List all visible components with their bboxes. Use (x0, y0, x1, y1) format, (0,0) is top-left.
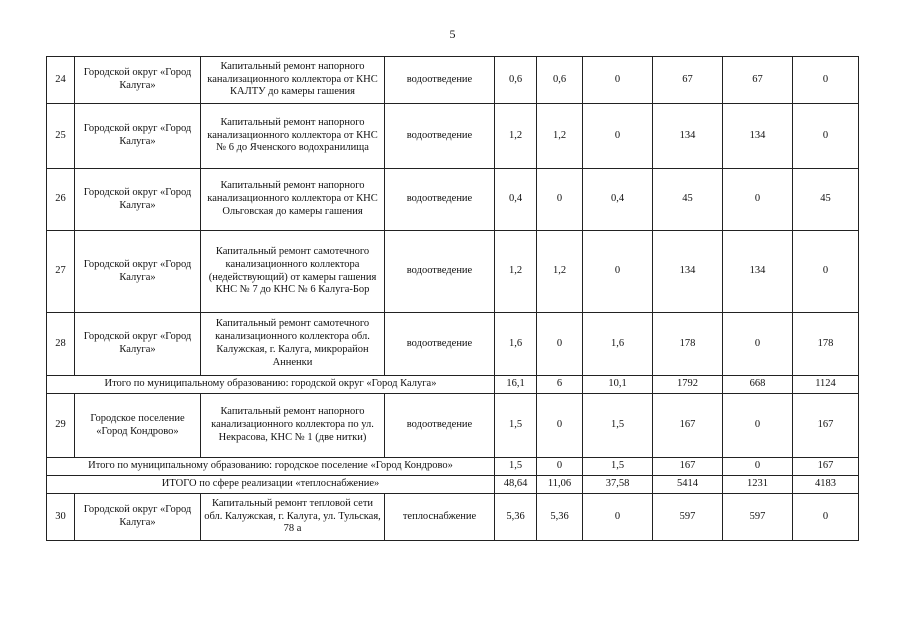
value-cell: 1,5 (583, 458, 653, 476)
value-cell: 167 (793, 458, 859, 476)
value-cell: 5,36 (495, 494, 537, 541)
value-cell: 1,6 (495, 313, 537, 376)
value-cell: 0 (723, 313, 793, 376)
value-cell: 0 (537, 313, 583, 376)
value-cell: 167 (793, 394, 859, 458)
value-cell: 1,6 (583, 313, 653, 376)
value-cell: 134 (653, 231, 723, 313)
value-cell: 1,2 (495, 104, 537, 169)
table-row (47, 494, 859, 541)
value-cell: 134 (723, 104, 793, 169)
value-cell: 1,5 (583, 394, 653, 458)
value-cell: 0 (583, 494, 653, 541)
investment-table (46, 56, 859, 541)
value-cell: 0 (793, 57, 859, 104)
value-cell: 668 (723, 376, 793, 394)
value-cell: 0 (723, 394, 793, 458)
sphere-cell: водоотведение (385, 57, 495, 104)
value-cell: 0 (583, 104, 653, 169)
row-number: 26 (47, 169, 75, 231)
value-cell: 178 (653, 313, 723, 376)
municipality-cell: Городской округ «Город Калуга» (75, 57, 201, 104)
value-cell: 1,2 (537, 104, 583, 169)
value-cell: 67 (653, 57, 723, 104)
sphere-cell: теплоснабжение (385, 494, 495, 541)
value-cell: 16,1 (495, 376, 537, 394)
value-cell: 11,06 (537, 476, 583, 494)
value-cell: 48,64 (495, 476, 537, 494)
row-number: 29 (47, 394, 75, 458)
value-cell: 0,6 (537, 57, 583, 104)
value-cell: 1,2 (537, 231, 583, 313)
value-cell: 37,58 (583, 476, 653, 494)
table-row (47, 313, 859, 376)
municipality-cell: Городской округ «Город Калуга» (75, 169, 201, 231)
row-number: 28 (47, 313, 75, 376)
project-cell: Капитальный ремонт самотечного канализационного коллектора обл. Калужская, г. Калуга, микрорайон Анненки (201, 313, 385, 376)
table-row (47, 169, 859, 231)
page-number: 5 (449, 27, 456, 41)
value-cell: 5,36 (537, 494, 583, 541)
subtotal-label: Итого по муниципальному образованию: городское поселение «Город Кондрово» (47, 458, 495, 476)
value-cell: 6 (537, 376, 583, 394)
value-cell: 5414 (653, 476, 723, 494)
project-cell: Капитальный ремонт тепловой сети обл. Калужская, г. Калуга, ул. Тульская, 78 а (201, 494, 385, 541)
value-cell: 1792 (653, 376, 723, 394)
table-row (47, 104, 859, 169)
row-number: 30 (47, 494, 75, 541)
value-cell: 1,5 (495, 458, 537, 476)
value-cell: 67 (723, 57, 793, 104)
subtotal-label: Итого по муниципальному образованию: городской округ «Город Калуга» (47, 376, 495, 394)
row-number: 25 (47, 104, 75, 169)
value-cell: 0,6 (495, 57, 537, 104)
value-cell: 134 (653, 104, 723, 169)
value-cell: 0 (537, 169, 583, 231)
subtotal-row (47, 376, 859, 394)
value-cell: 0 (583, 231, 653, 313)
value-cell: 0 (583, 57, 653, 104)
project-cell: Капитальный ремонт самотечного канализационного коллектора (недействующий) от камеры гашения КНС № 7 до КНС № 6 Калуга-Бор (201, 231, 385, 313)
municipality-cell: Городской округ «Город Калуга» (75, 104, 201, 169)
grand-total-label: ИТОГО по сфере реализации «теплоснабжение» (47, 476, 495, 494)
value-cell: 0 (793, 494, 859, 541)
project-cell: Капитальный ремонт напорного канализационного коллектора по ул. Некрасова, КНС № 1 (две нитки) (201, 394, 385, 458)
value-cell: 0 (723, 169, 793, 231)
value-cell: 0 (793, 231, 859, 313)
table-row (47, 394, 859, 458)
value-cell: 45 (793, 169, 859, 231)
sphere-cell: водоотведение (385, 313, 495, 376)
subtotal-row (47, 458, 859, 476)
grand-total-row (47, 476, 859, 494)
value-cell: 0 (793, 104, 859, 169)
table-row (47, 57, 859, 104)
municipality-cell: Городской округ «Город Калуга» (75, 494, 201, 541)
value-cell: 10,1 (583, 376, 653, 394)
value-cell: 178 (793, 313, 859, 376)
table-row (47, 231, 859, 313)
value-cell: 0 (537, 394, 583, 458)
sphere-cell: водоотведение (385, 394, 495, 458)
row-number: 24 (47, 57, 75, 104)
project-cell: Капитальный ремонт напорного канализационного коллектора от КНС КАЛТУ до камеры гашения (201, 57, 385, 104)
sphere-cell: водоотведение (385, 231, 495, 313)
value-cell: 1231 (723, 476, 793, 494)
value-cell: 597 (723, 494, 793, 541)
value-cell: 45 (653, 169, 723, 231)
sphere-cell: водоотведение (385, 104, 495, 169)
project-cell: Капитальный ремонт напорного канализационного коллектора от КНС № 6 до Яченского водохранилища (201, 104, 385, 169)
value-cell: 134 (723, 231, 793, 313)
sphere-cell: водоотведение (385, 169, 495, 231)
value-cell: 4183 (793, 476, 859, 494)
municipality-cell: Городской округ «Город Калуга» (75, 231, 201, 313)
project-cell: Капитальный ремонт напорного канализационного коллектора от КНС Ольговская до камеры гашения (201, 169, 385, 231)
value-cell: 1124 (793, 376, 859, 394)
value-cell: 0,4 (583, 169, 653, 231)
value-cell: 1,5 (495, 394, 537, 458)
municipality-cell: Городское поселение «Город Кондрово» (75, 394, 201, 458)
municipality-cell: Городской округ «Город Калуга» (75, 313, 201, 376)
row-number: 27 (47, 231, 75, 313)
value-cell: 0,4 (495, 169, 537, 231)
value-cell: 597 (653, 494, 723, 541)
value-cell: 167 (653, 458, 723, 476)
value-cell: 1,2 (495, 231, 537, 313)
value-cell: 0 (537, 458, 583, 476)
value-cell: 167 (653, 394, 723, 458)
value-cell: 0 (723, 458, 793, 476)
